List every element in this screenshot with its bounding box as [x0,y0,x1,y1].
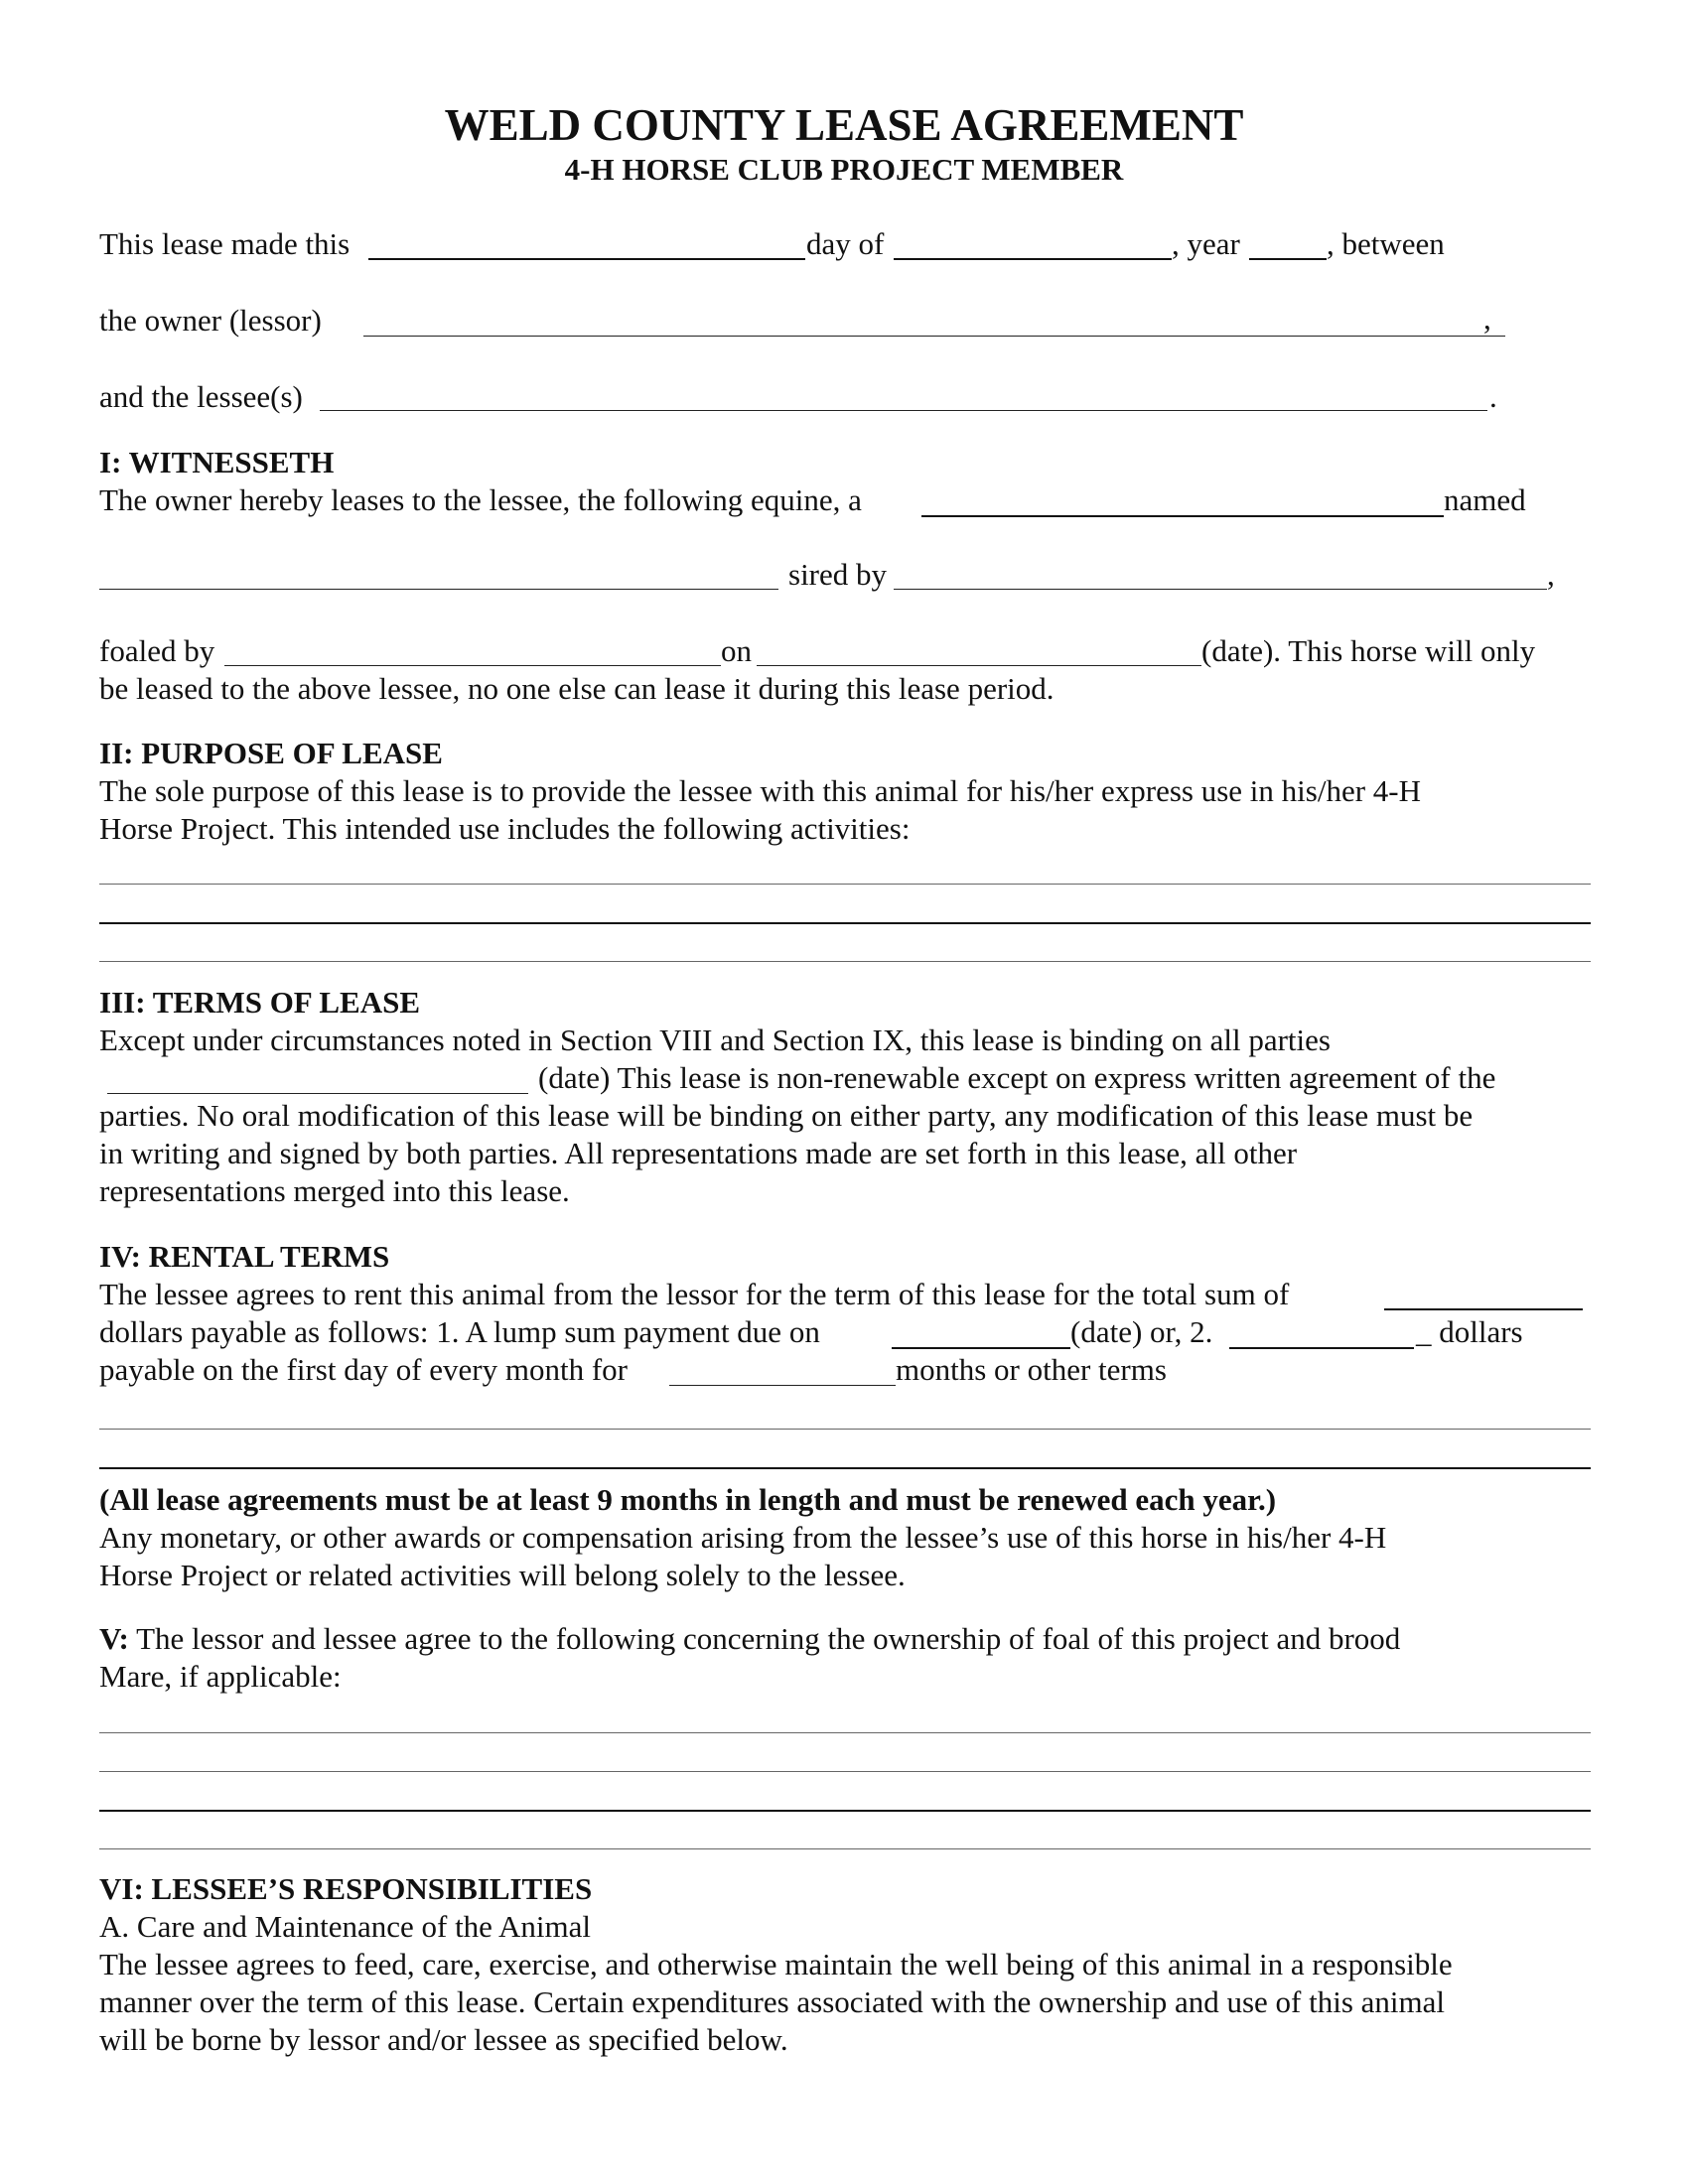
lease-month-field[interactable] [894,258,1172,260]
document-title: WELD COUNTY LEASE AGREEMENT [444,100,1244,150]
foal-ownership-line-4[interactable] [99,1848,1591,1849]
lessee-field[interactable] [320,410,1487,411]
section4-text-3b: months or other terms [896,1352,1167,1387]
document-subtitle: 4-H HORSE CLUB PROJECT MEMBER [564,152,1124,187]
section4-text-2c: _ dollars [1416,1314,1523,1349]
section2-text-1: The sole purpose of this lease is to provide the lessee with this animal for his/her express use in his/her 4-H [99,773,1421,808]
section4-text-2: dollars payable as follows: 1. A lump sum payment due on [99,1314,820,1349]
section2-text-2: Horse Project. This intended use includes the following activities: [99,811,911,846]
owner-lessor-comma: , [1483,301,1491,336]
section4-heading: IV: RENTAL TERMS [99,1239,390,1274]
foaled-date-field[interactable] [757,665,1201,666]
lessee-label: and the lessee(s) [99,379,303,414]
lessee-period: . [1489,379,1497,414]
section5-text-1a: The lessor and lessee agree to the following concerning the ownership of foal of this project and brood [136,1621,1401,1656]
equine-type-field[interactable] [921,515,1444,517]
section1-text-3: (date). This horse will only [1201,633,1536,668]
lease-end-date-field[interactable] [107,1093,528,1094]
activities-line-2[interactable] [99,922,1591,924]
foal-ownership-line-1[interactable] [99,1732,1591,1733]
intro-made-label: This lease made this [99,226,351,261]
section3-heading: III: TERMS OF LEASE [99,985,421,1020]
other-terms-line-1[interactable] [99,1429,1591,1430]
activities-line-3[interactable] [99,961,1591,962]
section4-text-2b: (date) or, 2. [1070,1314,1213,1349]
section3-text-5: representations merged into this lease. [99,1173,570,1208]
length-requirement-note: (All lease agreements must be at least 9 months in length and must be renewed each year.) [99,1482,1277,1517]
section5-text-1 [99,1621,1400,1657]
section6-subheading: A. Care and Maintenance of the Animal [99,1909,591,1944]
section4-text-3: payable on the first day of every month for [99,1352,628,1387]
monthly-amount-field[interactable] [1229,1347,1414,1349]
other-terms-line-2[interactable] [99,1467,1591,1469]
section6-text-3: will be borne by lessor and/or lessee as specified below. [99,2022,788,2057]
foaled-by-label: foaled by [99,633,215,668]
section4-text-4: Any monetary, or other awards or compensation arising from the lessee’s use of this horse in his/her 4-H [99,1520,1387,1555]
section4-text-1: The lessee agrees to rent this animal from the lessor for the term of this lease for the total sum of [99,1277,1290,1311]
months-field[interactable] [669,1385,896,1386]
section6-text-2: manner over the term of this lease. Certain expenditures associated with the ownership and use of this animal [99,1984,1445,2019]
foaled-by-field[interactable] [224,665,721,666]
sired-by-label: sired by [788,557,888,592]
activities-line-1[interactable] [99,884,1591,885]
section1-heading: I: WITNESSETH [99,445,335,479]
intro-dayof-label: day of [806,226,885,261]
intro-between-label: , between [1327,226,1445,261]
total-sum-field[interactable] [1384,1308,1583,1310]
section6-heading: VI: LESSEE’S RESPONSIBILITIES [99,1871,593,1906]
sired-by-comma: , [1547,557,1555,592]
section3-text-3: parties. No oral modification of this lease will be binding on either party, any modification of this lease must be [99,1098,1474,1133]
owner-lessor-label: the owner (lessor) [99,303,322,338]
section4-text-5: Horse Project or related activities will belong solely to the lessee. [99,1558,906,1592]
horse-name-field[interactable] [99,589,778,590]
intro-year-label: , year [1172,226,1240,261]
foaled-on-label: on [721,633,752,668]
section3-text-2: (date) This lease is non-renewable except on express written agreement of the [538,1060,1496,1095]
sired-by-field[interactable] [894,589,1547,590]
owner-lessor-field[interactable] [363,336,1505,337]
section3-text-4: in writing and signed by both parties. All representations made are set forth in this lease, all other [99,1136,1298,1170]
foal-ownership-line-3[interactable] [99,1810,1591,1812]
section1-text-1: The owner hereby leases to the lessee, the following equine, a [99,482,862,517]
section1-named-label: named [1444,482,1526,517]
section6-text-1: The lessee agrees to feed, care, exercise, and otherwise maintain the well being of this animal in a responsible [99,1947,1453,1981]
foal-ownership-line-2[interactable] [99,1771,1591,1772]
section2-heading: II: PURPOSE OF LEASE [99,736,443,770]
section3-text-1: Except under circumstances noted in Section VIII and Section IX, this lease is binding on all parties [99,1023,1331,1057]
lump-sum-date-field[interactable] [892,1347,1070,1349]
section5-text-2: Mare, if applicable: [99,1659,342,1694]
lease-day-field[interactable] [368,258,805,260]
section1-text-4: be leased to the above lessee, no one else can lease it during this lease period. [99,671,1055,706]
section5-label: V: [99,1621,129,1656]
lease-year-field[interactable] [1249,258,1327,260]
